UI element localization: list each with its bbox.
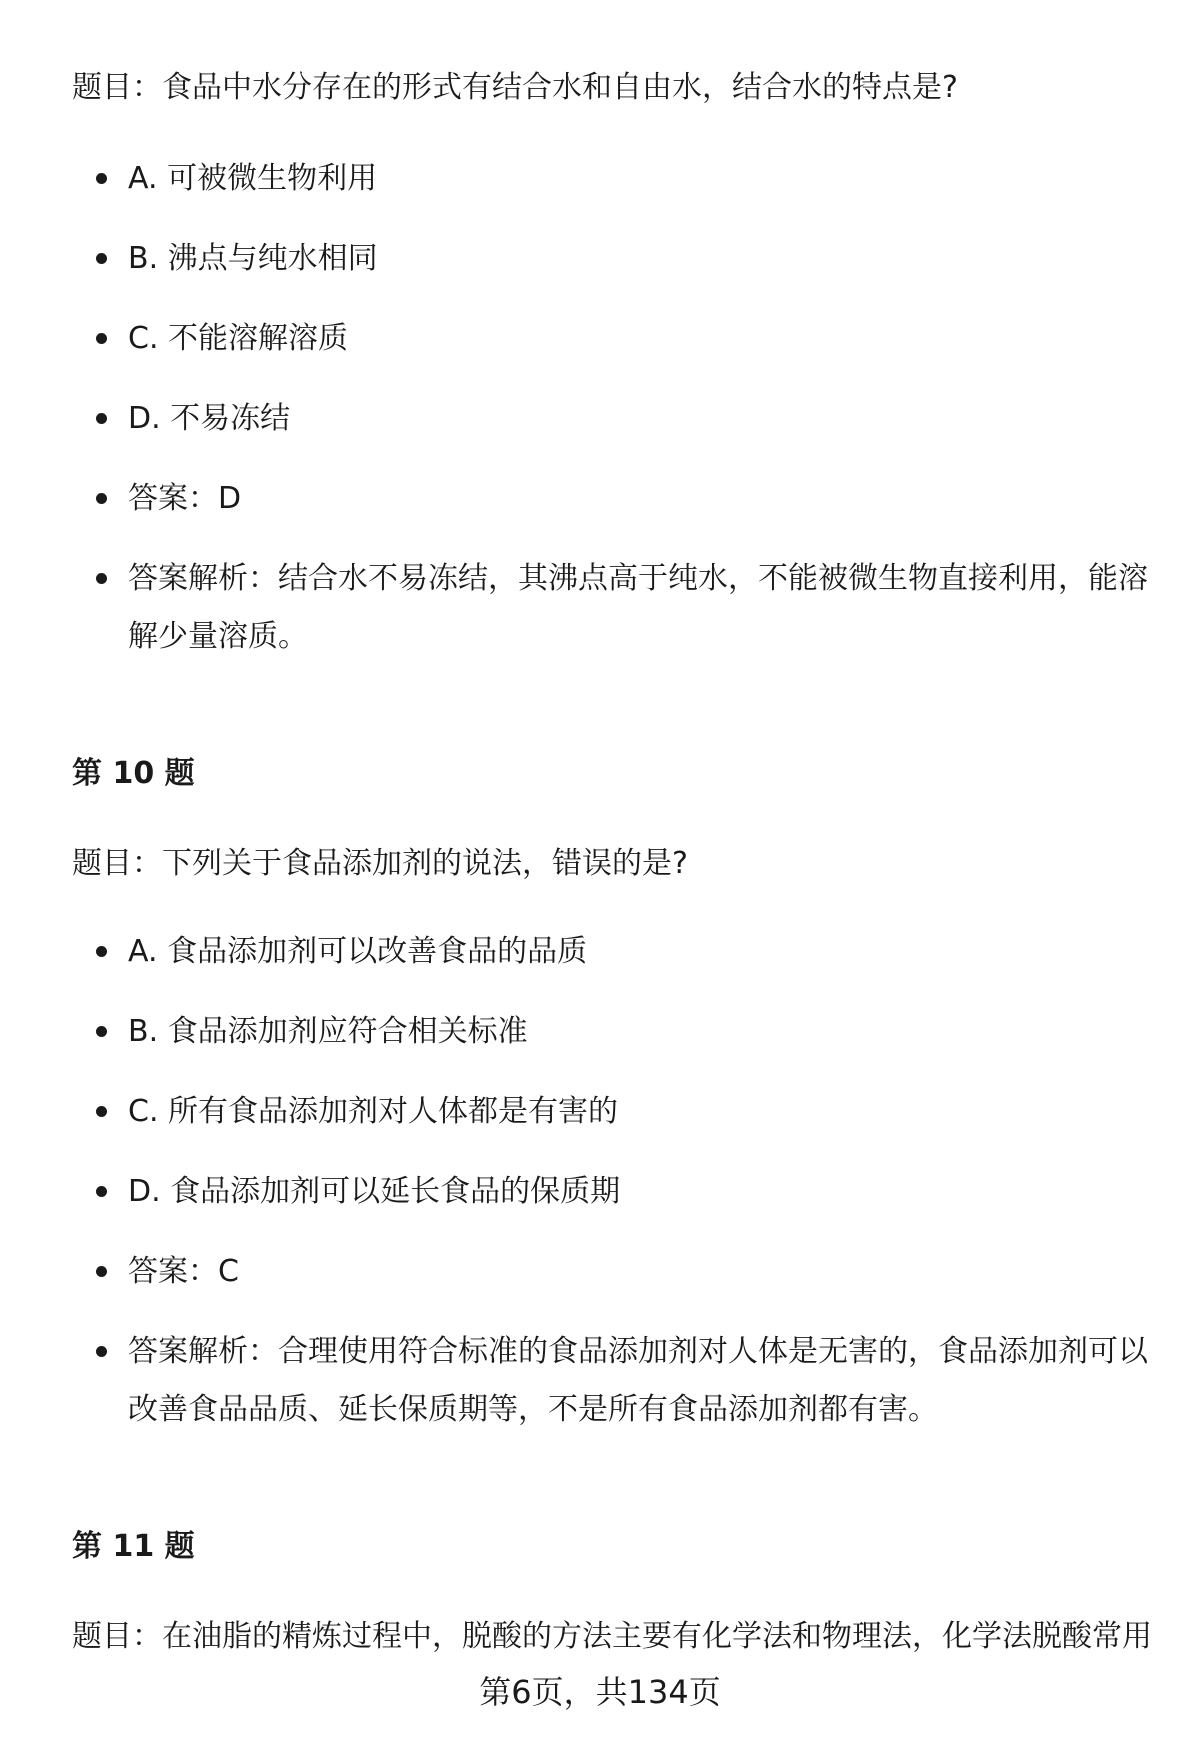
q10-question: 题目：下列关于食品添加剂的说法，错误的是? <box>72 846 688 881</box>
q10-answer <box>128 1243 1158 1301</box>
q10-option-d <box>128 1163 1158 1221</box>
q9-option-c <box>128 310 1158 368</box>
analysis-text: 答案解析：合理使用符合标准的食品添加剂对人体是无害的，食品添加剂可以改善食品品质、延长保质期等，不是所有食品添加剂都有害。 <box>128 1334 1148 1427</box>
q10-analysis <box>128 1323 1158 1439</box>
q9-option-b <box>128 230 1158 288</box>
bullet-icon <box>96 1106 107 1117</box>
option-text: C. 不能溶解溶质 <box>128 321 349 356</box>
answer-text: 答案：D <box>128 481 242 516</box>
bullet-icon <box>96 1346 107 1357</box>
q11-question: 题目：在油脂的精炼过程中，脱酸的方法主要有化学法和物理法，化学法脱酸常用 <box>72 1619 1152 1654</box>
bullet-icon <box>96 946 107 957</box>
option-text: B. 食品添加剂应符合相关标准 <box>128 1014 528 1049</box>
bullet-icon <box>96 1186 107 1197</box>
q9-answer <box>128 470 1158 528</box>
bullet-icon <box>96 1026 107 1037</box>
q10-heading: 第 10 题 <box>72 756 195 791</box>
option-text: D. 不易冻结 <box>128 401 291 436</box>
bullet-icon <box>96 413 107 424</box>
bullet-icon <box>96 493 107 504</box>
q9-option-d <box>128 390 1158 448</box>
bullet-icon <box>96 1266 107 1277</box>
q10-option-a <box>128 923 1158 981</box>
bullet-icon <box>96 573 107 584</box>
option-text: A. 食品添加剂可以改善食品的品质 <box>128 934 588 969</box>
option-text: B. 沸点与纯水相同 <box>128 241 378 276</box>
q9-option-a <box>128 150 1158 208</box>
analysis-text: 答案解析：结合水不易冻结，其沸点高于纯水，不能被微生物直接利用，能溶解少量溶质。 <box>128 561 1148 654</box>
bullet-icon <box>96 253 107 264</box>
bullet-icon <box>96 173 107 184</box>
q10-option-b <box>128 1003 1158 1061</box>
page-number: 第6页，共134页 <box>479 1673 721 1711</box>
option-text: C. 所有食品添加剂对人体都是有害的 <box>128 1094 619 1129</box>
q10-option-c <box>128 1083 1158 1141</box>
answer-text: 答案：C <box>128 1254 239 1289</box>
bullet-icon <box>96 333 107 344</box>
option-text: D. 食品添加剂可以延长食品的保质期 <box>128 1174 621 1209</box>
q11-heading: 第 11 题 <box>72 1529 195 1564</box>
q9-question: 题目：食品中水分存在的形式有结合水和自由水，结合水的特点是? <box>72 70 958 105</box>
option-text: A. 可被微生物利用 <box>128 161 378 196</box>
q9-analysis <box>128 550 1158 666</box>
